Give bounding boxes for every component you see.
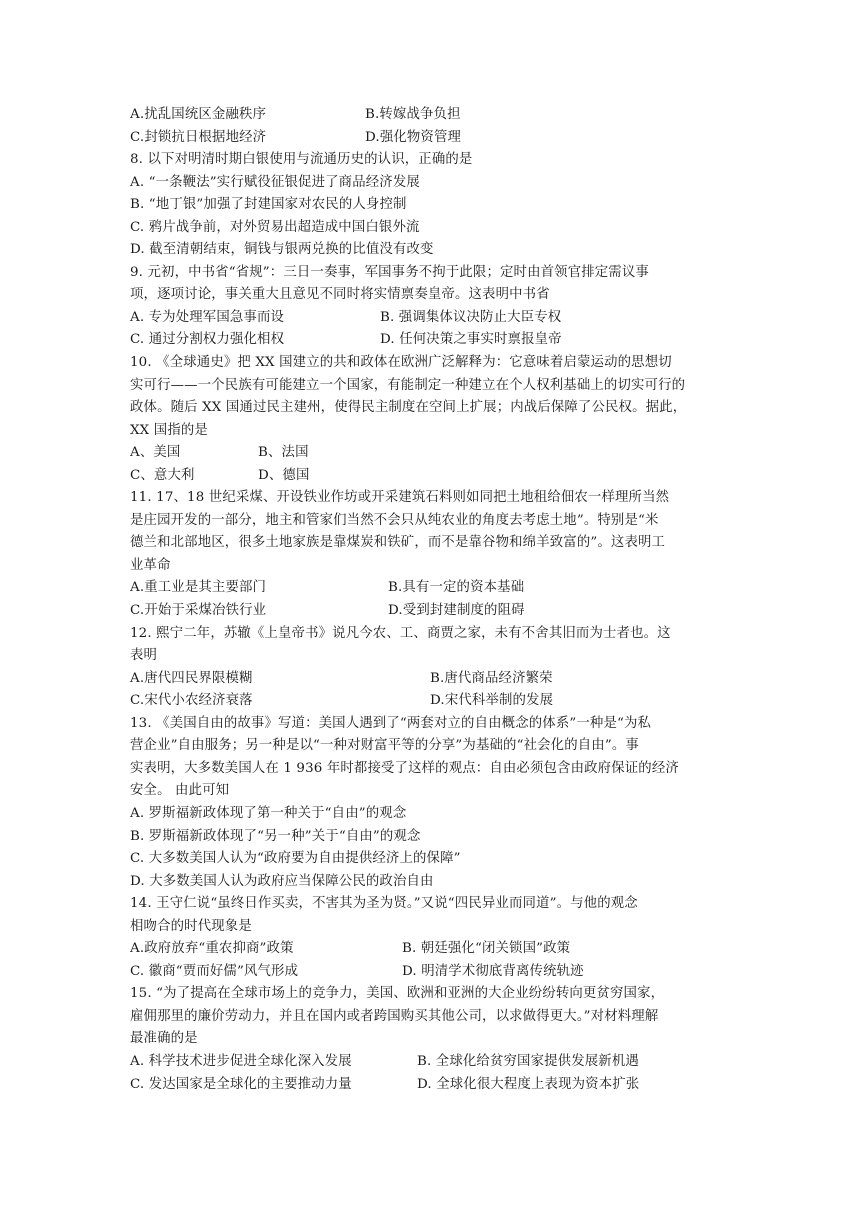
q10-option-b: B、法国 [258, 445, 309, 461]
q14-option-a: A.政府放弃“重农抑商”政策 [130, 941, 294, 957]
q12-stem-line-1: 12. 熙宁二年，苏辙《上皇帝书》说凡今农、工、商贾之家，未有不舍其旧而为士者也。这 [130, 625, 671, 641]
q12-option-d: D.宋代科举制的发展 [430, 693, 554, 709]
q9-option-b: B. 强调集体议决防止大臣专权 [380, 309, 562, 325]
q12-option-c: C.宋代小农经济衰落 [130, 693, 253, 709]
q14-options-row-1 [130, 938, 730, 961]
q11-stem-line-1: 11. 17、18 世纪采煤、开设铁业作坊或开采建筑石料则如同把土地租给佃农一样理所当然 [130, 490, 670, 506]
q14-option-c: C. 徽商“贾而好儒”风气形成 [130, 963, 299, 979]
q8-option-b: B. “地丁银”加强了封建国家对农民的人身控制 [130, 197, 407, 213]
q14-stem-line-2: 相吻合的时代现象是 [130, 918, 252, 934]
q7-option-a: A.扰乱国统区金融秩序 [130, 107, 267, 122]
q9-option-a: A. 专为处理军国急事而设 [130, 309, 285, 325]
q9-option-d: D. 任何决策之事实时禀报皇帝 [380, 332, 562, 348]
q15-option-a: A. 科学技术进步促进全球化深入发展 [130, 1053, 352, 1069]
q15-stem-line-3: 最准确的是 [130, 1031, 198, 1047]
q10-option-d: D、德国 [258, 467, 310, 483]
q7-options-row-2 [130, 127, 730, 150]
q7-option-b: B.转嫁战争负担 [365, 107, 461, 122]
q12-option-a: A.唐代四民界限模糊 [130, 670, 253, 686]
q15-option-d: D. 全球化很大程度上表现为资本扩张 [417, 1076, 640, 1092]
q10-stem-line-2: 实可行——一个民族有可能建立一个国家，有能制定一种建立在个人权利基础上的切实可行的 [130, 377, 686, 393]
q10-stem-line-4: XX 国指的是 [130, 422, 208, 438]
q14-options-row-2 [130, 961, 730, 984]
q13-option-c: C. 大多数美国人认为“政府要为自由提供经济上的保障” [130, 851, 461, 867]
q10-options-row-2 [130, 465, 730, 488]
q13-stem-line-1: 13. 《美国自由的故事》写道：美国人遇到了“两套对立的自由概念的体系”一种是“为私 [130, 715, 652, 731]
q7-option-c: C.封锁抗日根据地经济 [130, 129, 267, 145]
q15-option-b: B. 全球化给贫穷国家提供发展新机遇 [417, 1053, 639, 1069]
q14-stem-line-1: 14. 王守仁说“虽终日作买卖，不害其为圣为贤。”又说“四民异业而同道”。与他的观念 [130, 896, 638, 912]
q15-options-row-2 [130, 1074, 730, 1097]
q11-option-c: C.开始于采煤冶铁行业 [130, 603, 267, 619]
q11-option-a: A.重工业是其主要部门 [130, 580, 267, 596]
q13-stem-line-2: 营企业”自由服务；另一种是以“一种对财富平等的分享”为基础的“社会化的自由”。事 [130, 738, 639, 754]
q15-options-row-1 [130, 1051, 730, 1074]
q13-option-a: A. 罗斯福新政体现了第一种关于“自由”的观念 [130, 805, 407, 821]
exam-page [130, 104, 730, 1096]
q15-option-c: C. 发达国家是全球化的主要推动力量 [130, 1076, 352, 1092]
q9-option-c: C. 通过分割权力强化相权 [130, 332, 285, 348]
q8-option-c: C. 鸦片战争前，对外贸易出超造成中国白银外流 [130, 219, 420, 235]
q9-options-row-2 [130, 329, 730, 352]
q10-stem-line-1: 10. 《全球通史》把 XX 国建立的共和政体在欧洲广泛解释为：它意味着启蒙运动的思想切 [130, 355, 672, 371]
q9-stem-line-1: 9. 元初，中书省“省规”：三日一奏事，军国事务不拘于此限；定时由首领官排定需议事 [130, 264, 649, 280]
q8-option-a: A. “一条鞭法”实行赋役征银促进了商品经济发展 [130, 174, 420, 190]
q12-options-row-2 [130, 690, 730, 713]
q12-stem-line-2: 表明 [130, 648, 158, 664]
q7-option-d: D.强化物资管理 [365, 129, 462, 145]
q8-option-d: D. 截至清朝结束，铜钱与银两兑换的比值没有改变 [130, 242, 434, 258]
q11-stem-line-2: 是庄园开发的一部分，地主和管家们当然不会只从纯农业的角度去考虑土地”。特别是“米 [130, 512, 659, 528]
q11-stem-line-3: 德兰和北部地区，很多土地家族是靠煤炭和铁矿，而不是靠谷物和绵羊致富的”。这表明工 [130, 535, 666, 551]
q12-option-b: B.唐代商品经济繁荣 [430, 670, 553, 686]
q11-option-d: D.受到封建制度的阻碍 [388, 603, 525, 619]
q10-option-c: C、意大利 [130, 467, 195, 483]
q10-option-a: A、美国 [130, 445, 181, 461]
q14-option-d: D. 明清学术彻底背离传统轨迹 [402, 963, 584, 979]
q10-options-row-1 [130, 442, 730, 465]
q13-option-b: B. 罗斯福新政体现了“另一种”关于“自由”的观念 [130, 828, 421, 844]
q8-stem: 8. 以下对明清时期白银使用与流通历史的认识，正确的是 [130, 152, 473, 168]
q11-options-row-2 [130, 600, 730, 623]
q13-stem-line-3: 实表明，大多数美国人在 1 936 年时都接受了这样的观点：自由必须包含由政府保证的经济 [130, 760, 679, 776]
q13-option-d: D. 大多数美国人认为政府应当保障公民的政治自由 [130, 873, 434, 889]
q9-stem-line-2: 项，逐项讨论，事关重大且意见不同时将实情禀奏皇帝。这表明中书省 [130, 287, 550, 303]
q11-option-b: B.具有一定的资本基础 [388, 580, 525, 596]
q13-stem-line-4: 安全。 由此可知 [130, 783, 230, 799]
q11-stem-line-4: 业革命 [130, 557, 171, 573]
q14-option-b: B. 朝廷强化“闭关锁国”政策 [402, 941, 571, 957]
q11-options-row-1 [130, 577, 730, 600]
q9-options-row-1 [130, 307, 730, 330]
q15-stem-line-2: 雇佣那里的廉价劳动力，并且在国内或者跨国购买其他公司，以求做得更大。”对材料理解 [130, 1008, 659, 1024]
q10-stem-line-3: 政体。随后 XX 国通过民主建州，使得民主制度在空间上扩展；内战后保障了公民权。据此， [130, 400, 687, 416]
q7-options-row-1 [130, 104, 730, 127]
q12-options-row-1 [130, 668, 730, 691]
q15-stem-line-1: 15. “为了提高在全球市场上的竞争力，美国、欧洲和亚洲的大企业纷纷转向更贫穷国家， [130, 986, 665, 1002]
